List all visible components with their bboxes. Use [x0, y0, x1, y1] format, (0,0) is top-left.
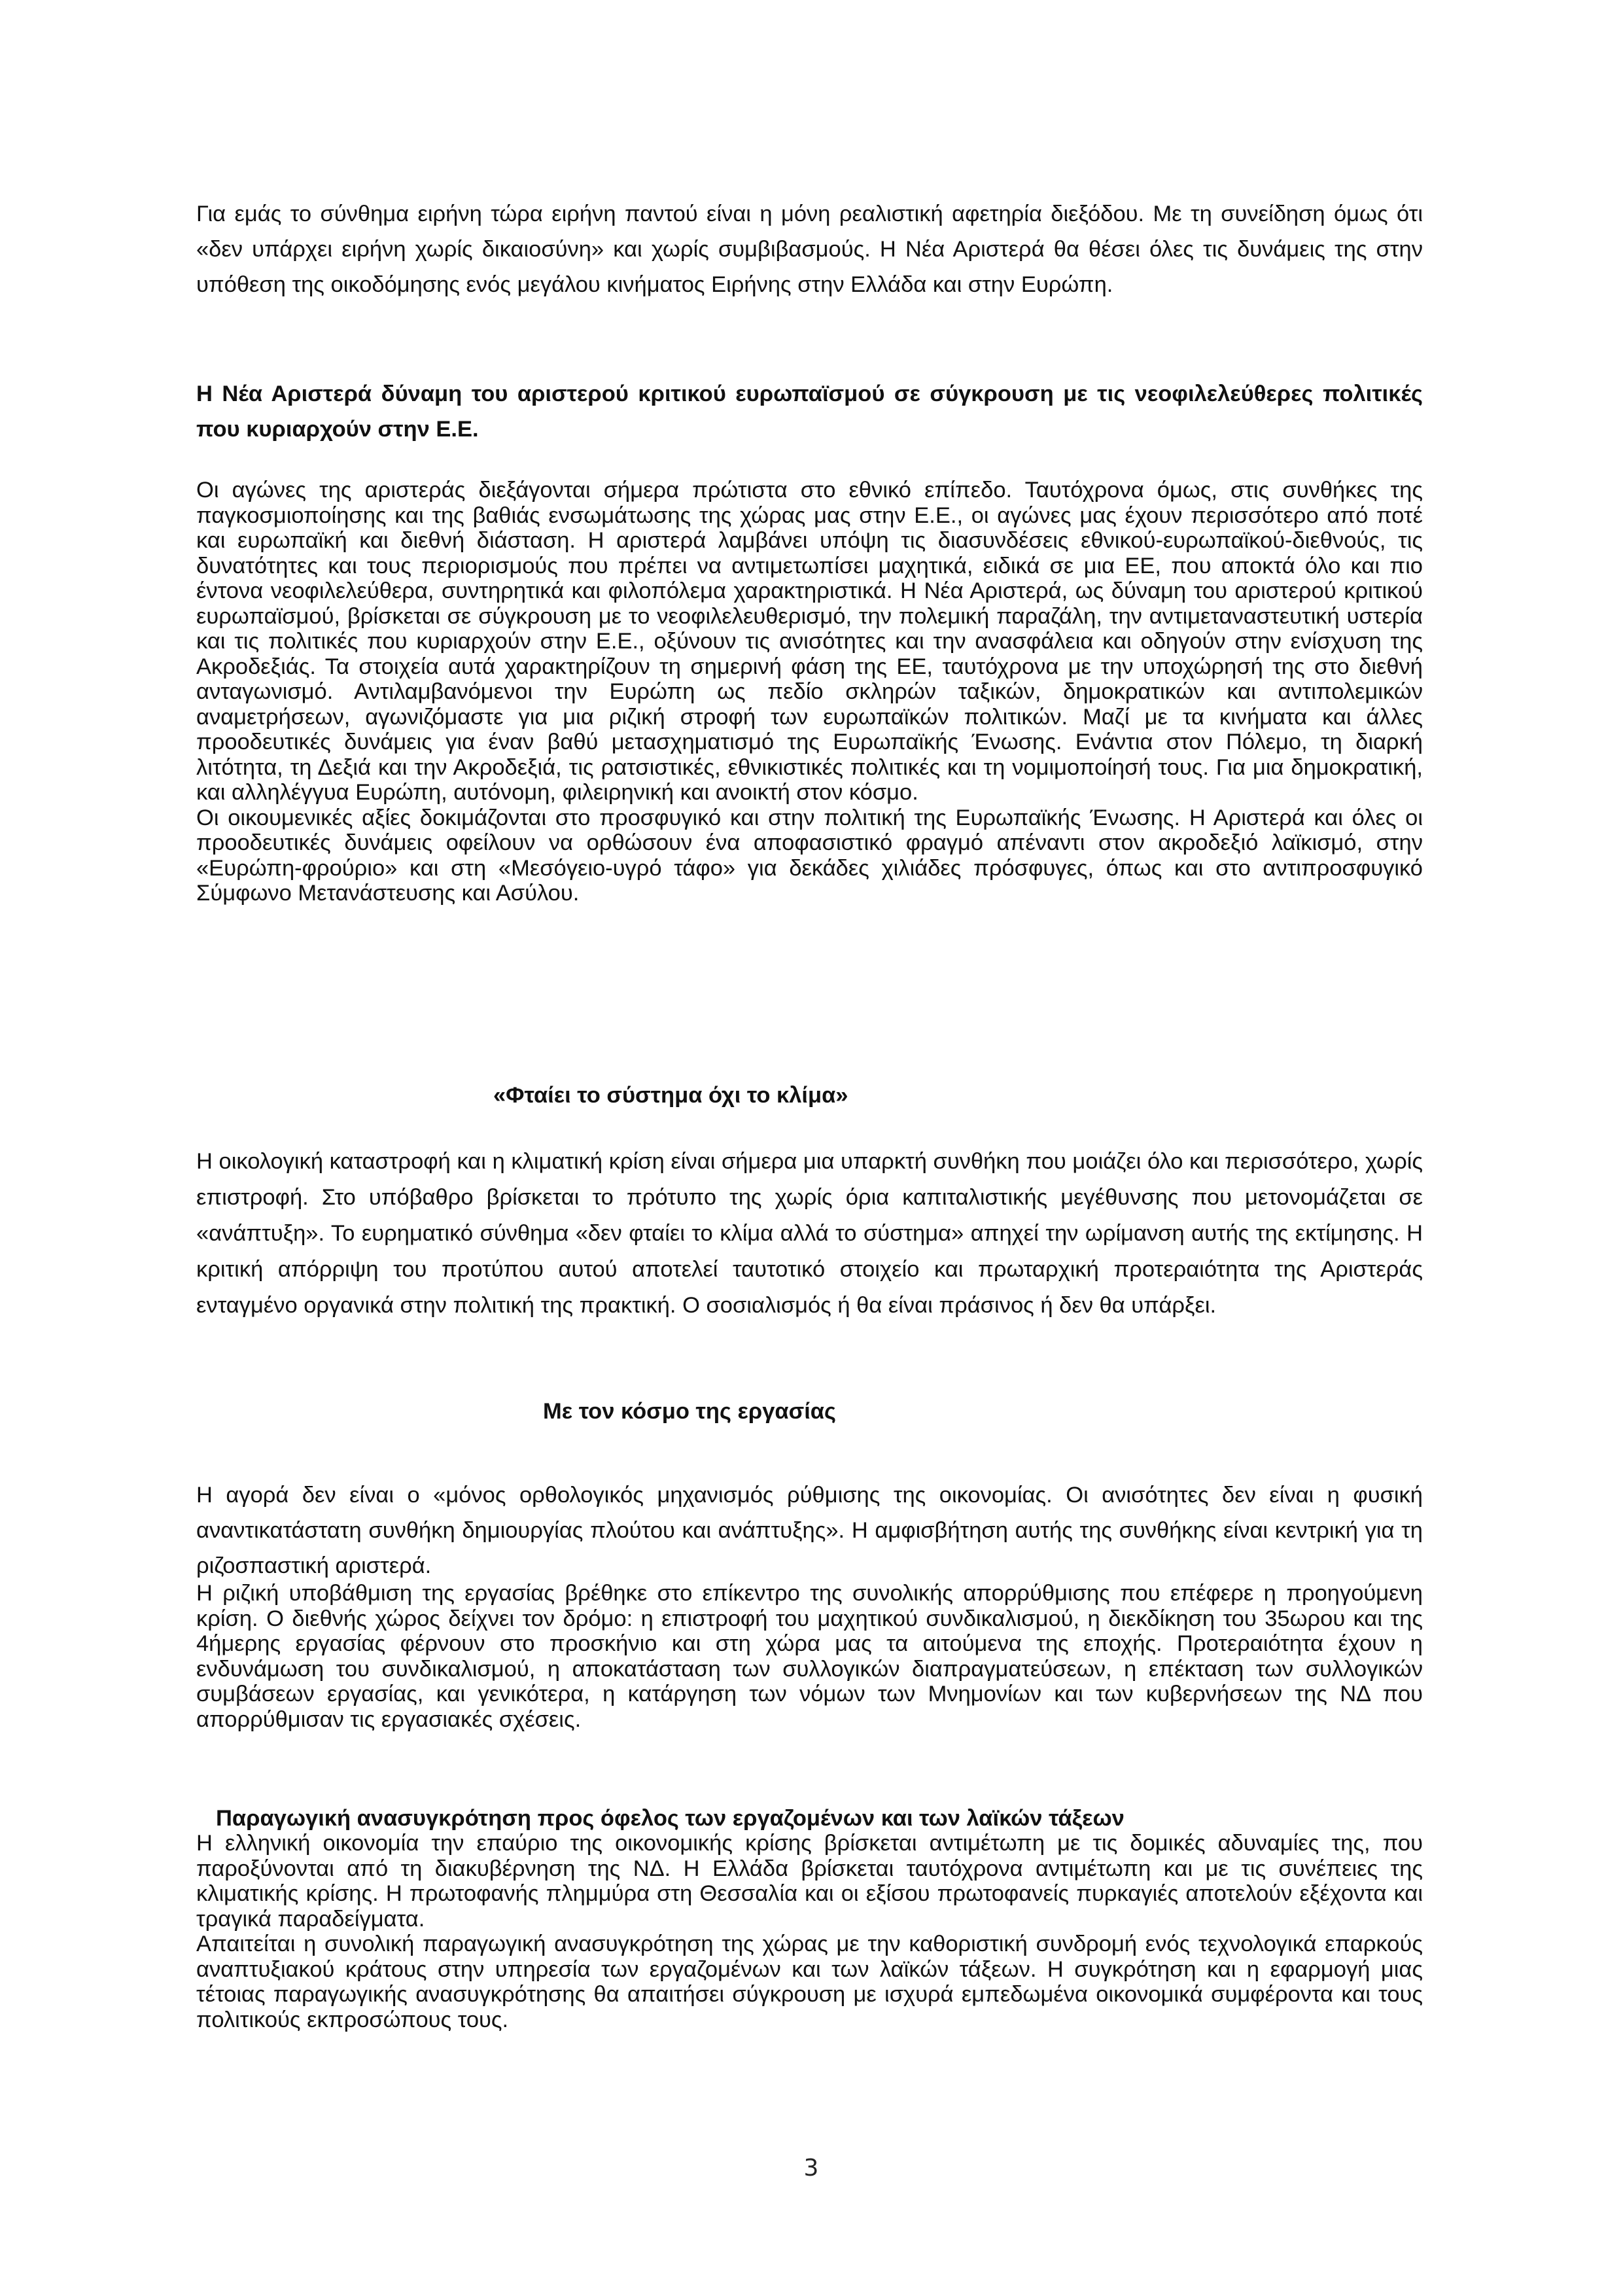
page-number: 3 — [803, 2155, 819, 2181]
paragraph-labour: Η ριζική υποβάθμιση της εργασίας βρέθηκε στο επίκεντρο της συνολικής απορρύθμισης που επέφερε η προηγούμενη κρίση. Ο διεθνής χώρος δείχνει τον δρόμο: η επιστροφή του μαχητικού συνδικαλισμού, η διεκδίκηση του 35ωρου και της 4ήμερης εργασίας φέρνουν στο προσκήνιο και στη χώρα μας τα αιτούμενα της εποχής. Προτεραιότητα έχουν η ενδυνάμωση του συνδικαλισμού, η αποκατάσταση των συλλογικών διαπραγματεύσεων, η επέκταση των συλλογικών συμβάσεων εργασίας, και γενικότερα, η κατάργηση των νόμων των Μνημονίων και των κυβερνήσεων της ΝΔ που απορρύθμισαν τις εργασιακές σχέσεις. — [196, 1581, 1423, 1732]
section-europe — [196, 478, 1423, 906]
heading-productive-reconstruction: Παραγωγική ανασυγκρότηση προς όφελος των εργαζομένων και των λαϊκών τάξεων — [216, 1806, 1125, 1831]
paragraph-struggles: Οι αγώνες της αριστεράς διεξάγονται σήμερα πρώτιστα στο εθνικό επίπεδο. Ταυτόχρονα όμως, στις συνθήκες της παγκοσμιοποίησης και της βαθιάς ενσωμάτωσης της χώρας μας στην Ε.Ε., οι αγώνες μας έχουν περισσότερο από ποτέ και ευρωπαϊκή και διεθνή διάσταση. Η αριστερά λαμβάνει υπόψη τις διασυνδέσεις εθνικού-ευρωπαϊκού-διεθνούς, τις δυνατότητες και τους περιορισμούς που πρέπει να αντιμετωπίσει μαχητικά, ειδικά σε μια ΕΕ, που αποκτά όλο και πιο έντονα νεοφιλελεύθερα, συντηρητικά και φιλοπόλεμα χαρακτηριστικά. Η Νέα Αριστερά, ως δύναμη του αριστερού κριτικού ευρωπαϊσμού, βρίσκεται σε σύγκρουση με το νεοφιλελευθερισμό, την πολεμική παραζάλη, την αντιμεταναστευτική υστερία και τις πολιτικές που κυριαρχούν στην Ε.Ε., οξύνουν τις ανισότητες και την ανασφάλεια και οδηγούν στην ενίσχυση της Ακροδεξιάς. Τα στοιχεία αυτά χαρακτηρίζουν τη σημερινή φάση της ΕΕ, ταυτόχρονα με την υποχώρησή της στο διεθνή ανταγωνισμό. Αντιλαμβανόμενοι την Ευρώπη ως πεδίο σκληρών ταξικών, δημοκρατικών και αντιπολεμικών αναμετρήσεων, αγωνιζόμαστε για μια ριζική στροφή των ευρωπαϊκών πολιτικών. Μαζί με τα κινήματα και άλλες προοδευτικές δυνάμεις για έναν βαθύ μετασχηματισμό της Ευρωπαϊκής Ένωσης. Ενάντια στον Πόλεμο, τη διαρκή λιτότητα, τη Δεξιά και την Ακροδεξιά, τις ρατσιστικές, εθνικιστικές πολιτικές και τη νομιμοποίησή τους. Για μια δημοκρατική, και αλληλέγγυα Ευρώπη, αυτόνομη, φιλειρηνική και ανοικτή στον κόσμο. — [196, 478, 1423, 805]
paragraph-ecology: Η οικολογική καταστροφή και η κλιματική κρίση είναι σήμερα μια υπαρκτή συνθήκη που μοιάζει όλο και περισσότερο, χωρίς επιστροφή. Στο υπόβαθρο βρίσκεται το πρότυπο της χωρίς όρια καπιταλιστικής μεγέθυνσης που μετονομάζεται σε «ανάπτυξη». Το ευρηματικό σύνθημα «δεν φταίει το κλίμα αλλά το σύστημα» απηχεί την ωρίμανση αυτής της εκτίμησης. Η κριτική απόρριψη του προτύπου αυτού αποτελεί ταυτοτικό στοιχείο και πρωταρχική προτεραιότητα της Αριστεράς ενταγμένο οργανικά στην πολιτική της πρακτική. Ο σοσιαλισμός ή θα είναι πράσινος ή δεν θα υπάρξει. — [196, 1149, 1423, 1318]
paragraph-refugees: Οι οικουμενικές αξίες δοκιμάζονται στο προσφυγικό και στην πολιτική της Ευρωπαϊκής Ένωσης. Η Αριστερά και όλες οι προοδευτικές δυνάμεις οφείλουν να ορθώσουν ένα αποφασιστικό φραγμό απέναντι στον ακροδεξιό λαϊκισμό, στην «Ευρώπη-φρούριο» και στη «Μεσόγειο-υγρό τάφο» για δεκάδες χιλιάδες πρόσφυγες, όπως και στο αντιπροσφυγικό Σύμφωνο Μετανάστευσης και Ασύλου. — [196, 805, 1423, 906]
paragraph-reconstruction: Απαιτείται η συνολική παραγωγική ανασυγκρότηση της χώρας με την καθοριστική συνδρομή ενός τεχνολογικά επαρκούς αναπτυξιακού κράτους στην υπηρεσία των εργαζομένων και των λαϊκών τάξεων. Η συγκρότηση και η εφαρμογή μιας τέτοιας παραγωγικής ανασυγκρότησης θα απαιτήσει σύγκρουση με ισχυρά εμπεδωμένα οικονομικά συμφέροντα και τους πολιτικούς εκπροσώπους τους. — [196, 1932, 1423, 2032]
heading-critical-europeanism: Η Νέα Αριστερά δύναμη του αριστερού κριτικού ευρωπαϊσμού σε σύγκρουση με τις νεοφιλελεύθερες πολιτικές που κυριαρχούν στην Ε.Ε. — [196, 381, 1423, 442]
paragraph-economy: Η ελληνική οικονομία την επαύριο της οικονομικής κρίσης βρίσκεται αντιμέτωπη με τις δομικές αδυναμίες της, που παροξύνονται από τη διακυβέρνηση της ΝΔ. Η Ελλάδα βρίσκεται ταυτόχρονα αντιμέτωπη και με τις συνέπειες της κλιματικής κρίσης. Η πρωτοφανής πλημμύρα στη Θεσσαλία και οι εξίσου πρωτοφανείς πυρκαγιές αποτελούν εξέχοντα και τραγικά παραδείγματα. — [196, 1831, 1423, 1932]
paragraph-peace: Για εμάς το σύνθημα ειρήνη τώρα ειρήνη παντού είναι η μόνη ρεαλιστική αφετηρία διεξόδου. Με τη συνείδηση όμως ότι «δεν υπάρχει ειρήνη χωρίς δικαιοσύνη» και χωρίς συμβιβασμούς. Η Νέα Αριστερά θα θέσει όλες τις δυνάμεις της στην υπόθεση της οικοδόμησης ενός μεγάλου κινήματος Ειρήνης στην Ελλάδα και στην Ευρώπη. — [196, 202, 1423, 297]
heading-world-of-work: Με τον κόσμο της εργασίας — [543, 1399, 836, 1424]
section-economy — [196, 1831, 1423, 2032]
heading-system-not-climate: «Φταίει το σύστημα όχι το κλίμα» — [493, 1083, 848, 1108]
paragraph-market: Η αγορά δεν είναι ο «μόνος ορθολογικός μηχανισμός ρύθμισης της οικονομίας. Οι ανισότητες δεν είναι η φυσική αναντικατάστατη συνθήκη δημιουργίας πλούτου και ανάπτυξης». Η αμφισβήτηση αυτής της συνθήκης είναι κεντρική για τη ριζοσπαστική αριστερά. — [196, 1483, 1423, 1578]
